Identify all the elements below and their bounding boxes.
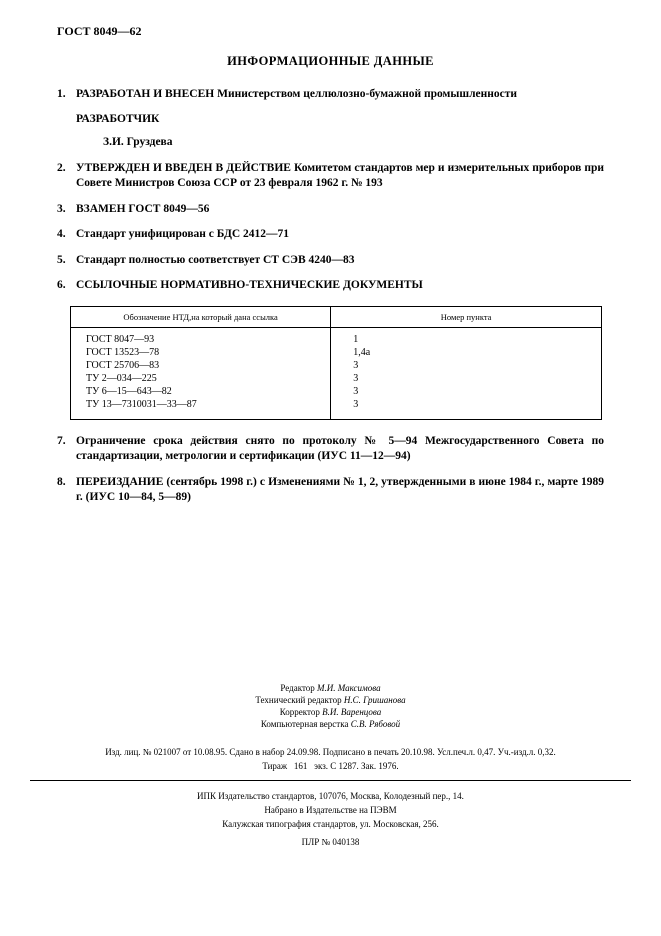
- credit-name: В.И. Варенцова: [322, 706, 382, 717]
- publisher-line: Набрано в Издательстве на ПЭВМ: [264, 805, 397, 816]
- publisher-line: ИПК Издательство стандартов, 107076, Москва, Колодезный пер., 14.: [197, 791, 464, 802]
- item-number: 3.: [57, 202, 66, 215]
- cell-punkt: 1,4а: [331, 346, 602, 359]
- item-number: 7.: [57, 434, 66, 447]
- credit-name: М.И. Максимова: [317, 682, 381, 693]
- item-text: Стандарт унифицирован с БДС 2412—71: [76, 228, 290, 241]
- credit-line: [57, 706, 604, 718]
- item-number: 4.: [57, 228, 66, 241]
- table-row: [71, 385, 602, 398]
- item-text: ПЕРЕИЗДАНИЕ (сентябрь 1998 г.) с Изменениями № 1, 2, утвержденными в июне 1984 г., марте 1989 г. (ИУС 10—84, 5—89): [76, 475, 604, 504]
- table-row: [71, 359, 602, 372]
- imprint-block: [57, 746, 604, 773]
- item-1: [57, 87, 604, 103]
- item-text: Ограничение срока действия снято по протоколу № 5—94 Межгосударственного Совета по стандартизации, метрологии и сертификации (ИУС 11—12—94): [76, 434, 604, 463]
- plr-number: ПЛР № 040138: [301, 837, 360, 848]
- item-7: [57, 434, 604, 465]
- cell-punkt: 1: [331, 327, 602, 346]
- cell-ntd: ГОСТ 25706—83: [86, 359, 160, 371]
- credit-role: Технический редактор: [255, 694, 342, 705]
- item-4: [57, 227, 604, 243]
- publisher-line: Калужская типография стандартов, ул. Московская, 256.: [222, 819, 439, 830]
- table-header-punkt: Номер пункта: [331, 306, 602, 327]
- credit-line: [57, 694, 604, 706]
- item-5: [57, 253, 604, 269]
- item-6: [57, 278, 604, 294]
- credits-block: [57, 682, 604, 731]
- credit-role: Редактор: [280, 682, 315, 693]
- cell-punkt: 3: [331, 359, 602, 372]
- item-number: 6.: [57, 279, 66, 292]
- item-3: [57, 202, 604, 218]
- cell-ntd: ГОСТ 8047—93: [86, 333, 155, 345]
- horizontal-rule: [30, 780, 631, 781]
- table-row: [71, 327, 602, 346]
- doc-code: ГОСТ 8049—62: [57, 24, 142, 38]
- item-text: РАЗРАБОТАН И ВНЕСЕН Министерством целлюлозно-бумажной промышленности: [76, 88, 518, 100]
- credit-line: [57, 682, 604, 694]
- imprint-line-2: Тираж 161 экз. С 1287. Зак. 1976.: [262, 760, 399, 771]
- cell-ntd: ТУ 2—034—225: [86, 372, 157, 384]
- cell-punkt: 3: [331, 372, 602, 385]
- publisher-block: [57, 790, 604, 850]
- page-title: ИНФОРМАЦИОННЫЕ ДАННЫЕ: [227, 54, 434, 68]
- item-text: Стандарт полностью соответствует СТ СЭВ 4240—83: [76, 253, 355, 266]
- item-text: УТВЕРЖДЕН И ВВЕДЕН В ДЕЙСТВИЕ Комитетом стандартов мер и измерительных приборов при Совете Министров Союза ССР от 23 февраля 1962 г. № 193: [76, 161, 604, 190]
- developer-name: З.И. Груздева: [103, 135, 173, 148]
- imprint-line-1: Изд. лиц. № 021007 от 10.08.95. Сдано в набор 24.09.98. Подписано в печать 20.10.98. Усл.печ.л. 0,47. Уч.-изд.л. 0,32.: [105, 747, 556, 758]
- table-header-row: [71, 306, 602, 327]
- credit-name: С.В. Рябовой: [350, 719, 401, 730]
- item-number: 1.: [57, 88, 66, 100]
- credit-name: Н.С. Гришанова: [343, 694, 406, 705]
- cell-ntd: ГОСТ 13523—78: [86, 346, 160, 358]
- table-row: [71, 372, 602, 385]
- item-number: 2.: [57, 161, 66, 174]
- developer-label: РАЗРАБОТЧИК: [76, 112, 160, 125]
- reference-table: [70, 306, 602, 420]
- item-text: ВЗАМЕН ГОСТ 8049—56: [76, 202, 210, 215]
- credit-role: Компьютерная верстка: [260, 719, 349, 730]
- credit-line: [57, 718, 604, 730]
- item-8: [57, 475, 604, 506]
- table-row: [71, 346, 602, 359]
- table-row: [71, 398, 602, 420]
- cell-punkt: 3: [331, 398, 602, 420]
- cell-ntd: ТУ 13—7310031—33—87: [86, 398, 197, 410]
- item-text: ССЫЛОЧНЫЕ НОРМАТИВНО-ТЕХНИЧЕСКИЕ ДОКУМЕНТЫ: [76, 279, 423, 292]
- item-number: 8.: [57, 475, 66, 488]
- table-header-ntd: Обозначение НТД,на который дана ссылка: [71, 306, 331, 327]
- cell-punkt: 3: [331, 385, 602, 398]
- item-2: [57, 161, 604, 192]
- item-number: 5.: [57, 253, 66, 266]
- cell-ntd: ТУ 6—15—643—82: [86, 385, 172, 397]
- credit-role: Корректор: [279, 706, 320, 717]
